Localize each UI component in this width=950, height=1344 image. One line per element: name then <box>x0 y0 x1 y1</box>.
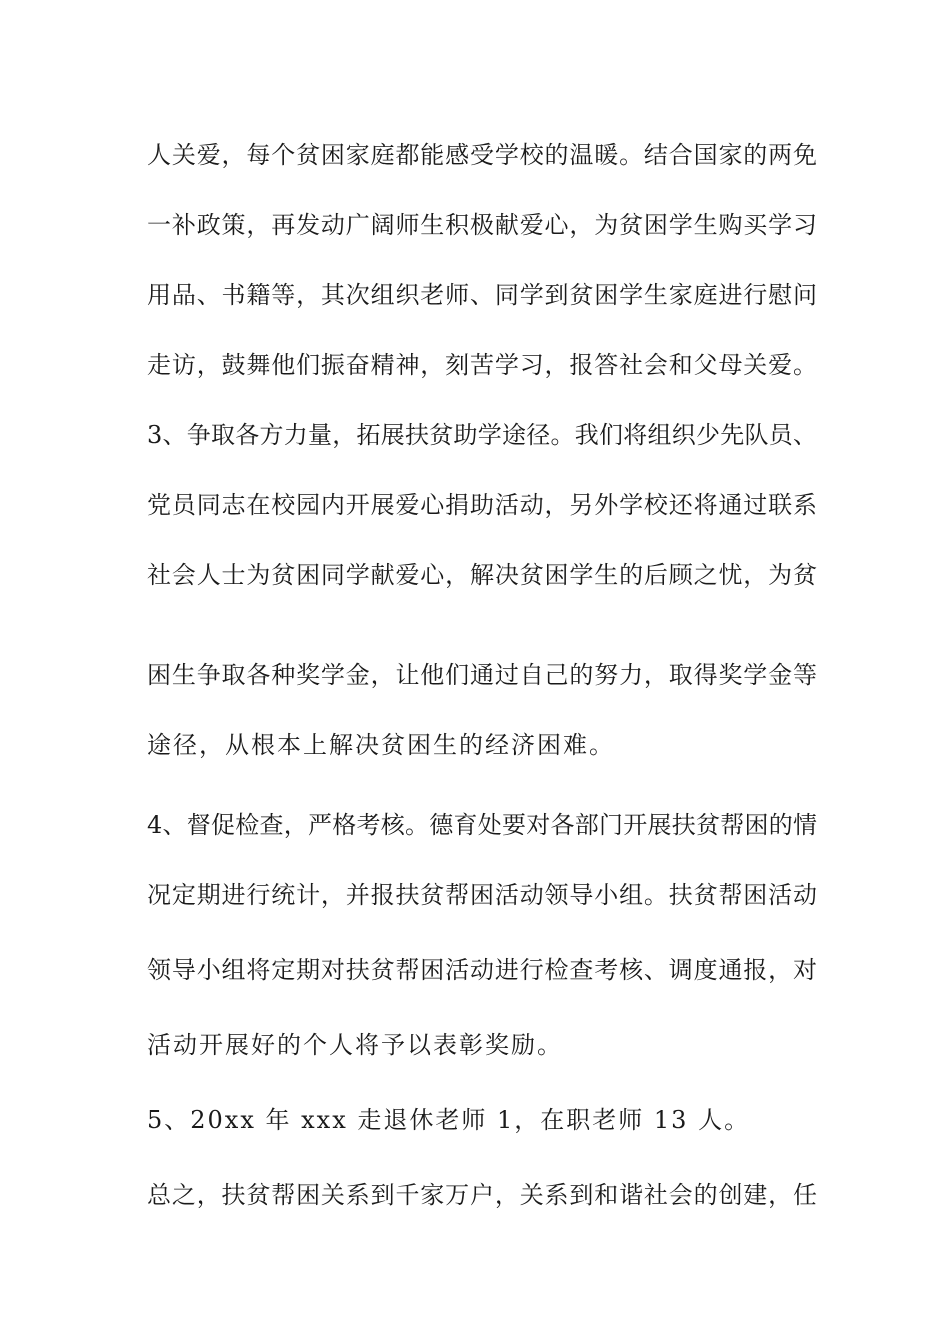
text-line: 活动开展好的个人将予以表彰奖励。 <box>147 1031 563 1059</box>
text-line: 用品、书籍等，其次组织老师、同学到贫困学生家庭进行慰问 <box>147 281 817 309</box>
text-line: 走访，鼓舞他们振奋精神，刻苦学习，报答社会和父母关爱。 <box>147 351 817 379</box>
text-line: 党员同志在校园内开展爱心捐助活动，另外学校还将通过联系 <box>147 491 817 519</box>
text-line: 社会人士为贫困同学献爱心，解决贫困学生的后顾之忧，为贫 <box>147 561 817 589</box>
text-line: 途径，从根本上解决贫困生的经济困难。 <box>147 731 615 759</box>
text-line: 一补政策，再发动广阔师生积极献爱心，为贫困学生购买学习 <box>147 211 817 239</box>
text-line: 人关爱，每个贫困家庭都能感受学校的温暖。结合国家的两免 <box>147 141 817 169</box>
text-line: 3、争取各方力量，拓展扶贫助学途径。我们将组织少先队员、 <box>147 421 817 449</box>
text-line: 况定期进行统计，并报扶贫帮困活动领导小组。扶贫帮困活动 <box>147 881 817 909</box>
text-line: 总之，扶贫帮困关系到千家万户，关系到和谐社会的创建，任 <box>147 1181 817 1209</box>
text-line: 困生争取各种奖学金，让他们通过自己的努力，取得奖学金等 <box>147 661 817 689</box>
text-line: 5、20xx 年 xxx 走退休老师 1，在职老师 13 人。 <box>147 1106 751 1134</box>
text-line: 4、督促检查，严格考核。德育处要对各部门开展扶贫帮困的情 <box>147 811 817 839</box>
text-line: 领导小组将定期对扶贫帮困活动进行检查考核、调度通报，对 <box>147 956 817 984</box>
